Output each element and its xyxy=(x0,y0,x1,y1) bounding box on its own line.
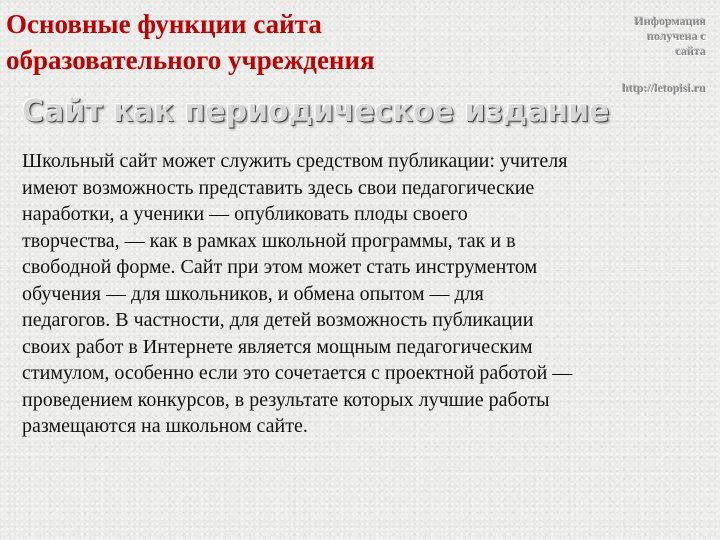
body-line: проведением конкурсов, в результате которых лучшие работы xyxy=(22,388,550,411)
body-paragraph xyxy=(22,148,702,440)
body-line: наработки, а ученики — опубликовать плоды своего xyxy=(22,203,468,225)
slide-subtitle: Сайт как периодическое издание xyxy=(22,94,610,129)
slide-title-line-1: Основные функции сайта xyxy=(6,9,322,39)
body-line: творчества, — как в рамках школьной программы, так и в xyxy=(22,229,516,252)
body-line: своих работ в Интернете является мощным педагогическим xyxy=(22,335,533,358)
body-line: имеют возможность представить здесь свои педагогические xyxy=(22,176,535,199)
body-line: стимулом, особенно если это сочетается с проектной работой — xyxy=(22,362,573,384)
source-note-url: http://letopisi.ru xyxy=(622,81,706,95)
body-line: педагогов. В частности, для детей возможность публикации xyxy=(22,309,534,331)
source-note-line-2: получена с xyxy=(647,29,706,43)
slide-title xyxy=(6,6,526,78)
body-line: обучения — для школьников, и обмена опытом — для xyxy=(22,282,484,305)
slide-title-line-2: образовательного учреждения xyxy=(6,45,375,75)
source-note-line-3: сайта xyxy=(675,44,706,58)
body-line: размещаются на школьном сайте. xyxy=(22,415,308,437)
body-line: свободной форме. Сайт при этом может стать инструментом xyxy=(22,256,538,278)
source-note-line-1: Информация xyxy=(634,14,706,28)
body-line: Школьный сайт может служить средством публикации: учителя xyxy=(22,150,568,172)
source-note xyxy=(576,14,706,96)
